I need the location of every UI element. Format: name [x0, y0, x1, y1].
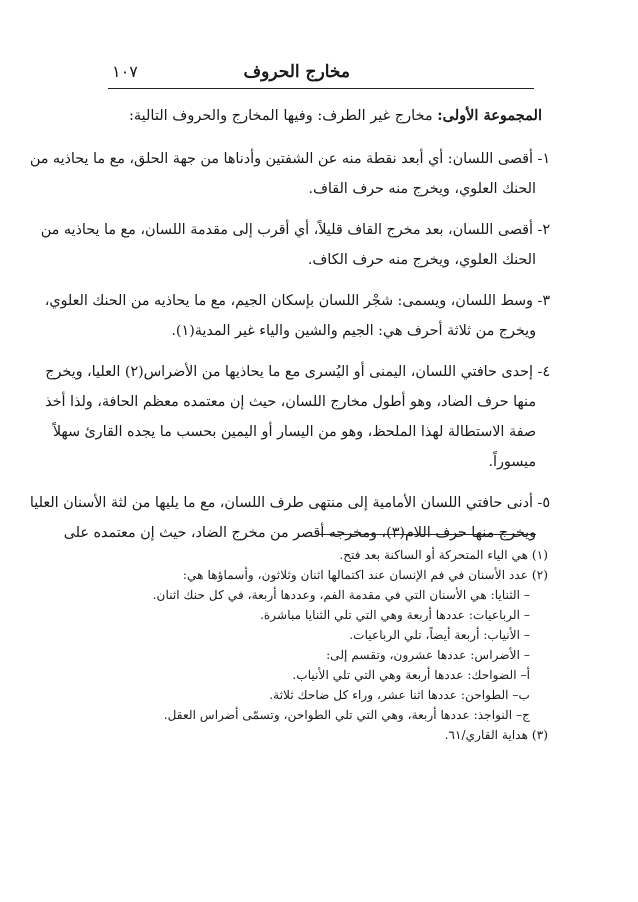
text-line: ٤- إحدى حافتي اللسان، اليمنى أو اليُسرى مع ما يحاذيها من الأضراس(٢) العليا، ويخرج: [45, 364, 550, 380]
text-line: ١- أقصى اللسان: أي أبعد نقطة منه عن الشفتين وأدناها من جهة الحلق، مع ما يحاذيه من: [29, 151, 550, 167]
list-item: [29, 144, 550, 204]
group-heading-label: المجموعة الأولى:: [437, 107, 542, 124]
text-line: ويخرج من ثلاثة أحرف هي: الجيم والشين والياء غير المدية(١).: [171, 323, 536, 339]
text-line: صفة الاستطالة لهذا الملحظ، وهو من اليسار أو اليمين بحسب ما يجده القارئ سهلاً: [52, 424, 536, 440]
text-line: الحنك العلوي، ويخرج منه حرف القاف.: [308, 181, 536, 197]
text-line: منها حرف الضاد، وهو أطول مخارج اللسان، حيث إن معتمده معظم الحافة، ولذا أخذ: [45, 394, 536, 410]
text-line: الحنك العلوي، ويخرج منه حرف الكاف.: [307, 252, 536, 268]
list-item: [29, 488, 550, 548]
footnote-subitem: ج– النواجذ: عددها أربعة، وهي التي تلي الطواحن، وتسمّى أضراس العقل.: [163, 708, 530, 722]
footnote: (٣) هداية القاري/٦١.: [444, 728, 548, 742]
text-line: ميسوراً.: [488, 454, 536, 470]
footnotes: [88, 545, 548, 745]
group-heading-text: مخارج غير الطرف: وفيها المخارج والحروف التالية:: [128, 108, 433, 124]
text-line: ٥- أدنى حافتي اللسان الأمامية إلى منتهى طرف اللسان، مع ما يليها من لثة الأسنان العليا: [29, 495, 550, 511]
footnote-subitem: – الأنياب: أربعة أيضاً، تلي الرباعيات.: [349, 628, 530, 642]
footnote: (٢) عدد الأسنان في فم الإنسان عند اكتمالها اثنان وثلاثون، وأسماؤها هي:: [182, 568, 548, 582]
list-item: [44, 286, 550, 346]
list-item: [40, 215, 550, 275]
text-line: ويخرج منها حرف اللام(٣)، ومخرجه أقصر من مخرج الضاد، حيث إن معتمده على: [63, 525, 536, 541]
footnote-subitem: – الأضراس: عددها عشرون، وتقسم إلى:: [326, 648, 530, 662]
page-number: ١٠٧: [112, 62, 138, 81]
footnote-subitem: – الرباعيات: عددها أربعة وهي التي تلي الثنايا مباشرة.: [260, 608, 530, 622]
footnote: (١) هي الياء المتحركة أو الساكنة بعد فتح.: [339, 548, 548, 562]
header-divider: [108, 88, 534, 89]
list-item: [45, 357, 550, 477]
footnote-subitem: أ– الضواحك: عددها أربعة وهي التي تلي الأنياب.: [292, 668, 530, 682]
footnote-subitem: – الثنايا: هي الأسنان التي في مقدمة الفم، وعددها أربعة، في كل حنك اثنان.: [152, 588, 530, 602]
text-line: ٢- أقصى اللسان، بعد مخرج القاف قليلاً، أي أقرب إلى مقدمة اللسان، مع ما يحاذيه من: [40, 222, 550, 238]
text-line: ٣- وسط اللسان، ويسمى: شجْر اللسان بإسكان الجيم، مع ما يحاذيه من الحنك العلوي،: [44, 293, 550, 309]
footnote-subitem: ب– الطواحن: عددها اثنا عشر، وراء كل ضاحك ثلاثة.: [269, 688, 530, 702]
main-text: [29, 144, 550, 559]
footnote-divider: [318, 534, 536, 535]
group-heading: [82, 102, 542, 130]
running-title: مخارج الحروف: [243, 62, 350, 82]
